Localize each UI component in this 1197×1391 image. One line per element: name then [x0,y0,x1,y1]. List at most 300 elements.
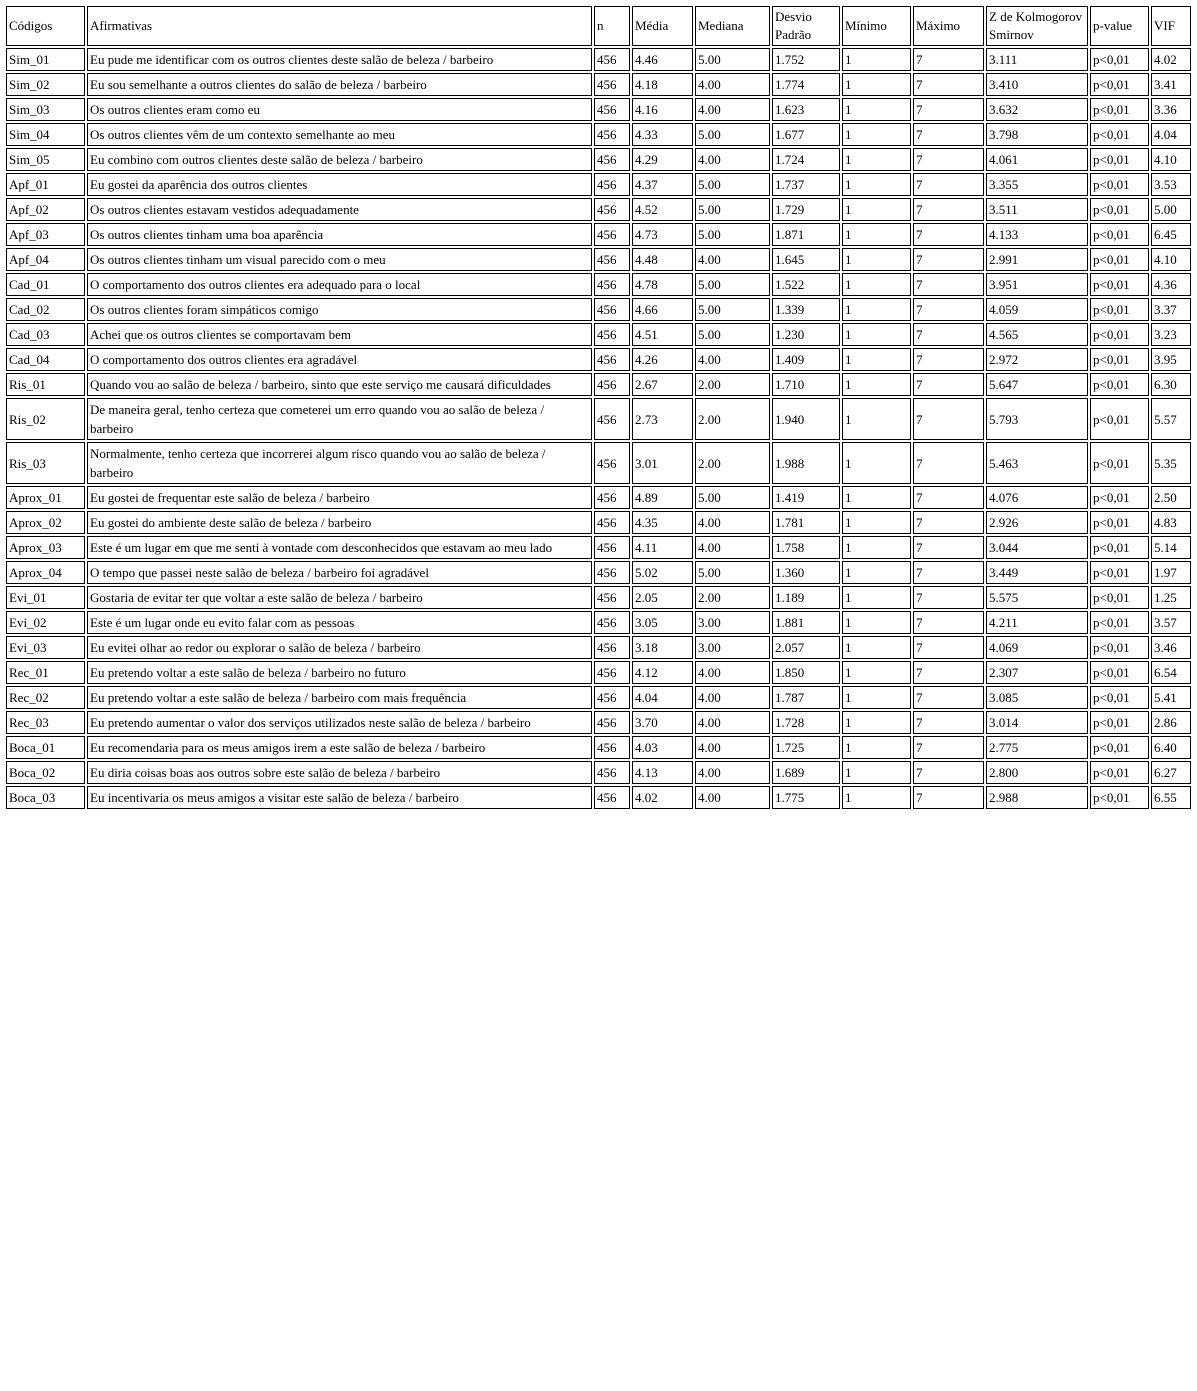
cell-media: 3.70 [632,711,693,734]
cell-p-value: p<0,01 [1090,561,1149,584]
cell-desvio-padrao: 1.728 [772,711,840,734]
cell-vif: 3.57 [1151,611,1191,634]
cell-minimo: 1 [842,198,911,221]
cell-z-ks: 4.133 [986,223,1088,246]
cell-p-value: p<0,01 [1090,398,1149,440]
cell-maximo: 7 [913,198,984,221]
cell-codigo: Evi_01 [6,586,85,609]
cell-p-value: p<0,01 [1090,123,1149,146]
cell-codigo: Ris_02 [6,398,85,440]
table-row [6,761,1191,784]
cell-vif: 6.30 [1151,373,1191,396]
cell-p-value: p<0,01 [1090,173,1149,196]
cell-vif: 4.04 [1151,123,1191,146]
cell-vif: 2.86 [1151,711,1191,734]
cell-codigo: Aprox_03 [6,536,85,559]
table-row [6,123,1191,146]
header-media: Média [632,6,693,46]
cell-maximo: 7 [913,636,984,659]
cell-p-value: p<0,01 [1090,686,1149,709]
table-row [6,736,1191,759]
cell-mediana: 4.00 [695,786,770,809]
cell-media: 4.35 [632,511,693,534]
table-row [6,586,1191,609]
cell-desvio-padrao: 1.189 [772,586,840,609]
table-body [6,48,1191,809]
cell-p-value: p<0,01 [1090,298,1149,321]
cell-n: 456 [594,398,630,440]
table-row [6,711,1191,734]
cell-mediana: 4.00 [695,511,770,534]
cell-vif: 3.46 [1151,636,1191,659]
cell-afirmativa: Os outros clientes foram simpáticos comigo [87,298,592,321]
header-desvio-padrao: Desvio Padrão [772,6,840,46]
cell-n: 456 [594,661,630,684]
cell-vif: 6.54 [1151,661,1191,684]
table-row [6,686,1191,709]
cell-desvio-padrao: 2.057 [772,636,840,659]
cell-minimo: 1 [842,736,911,759]
cell-minimo: 1 [842,273,911,296]
cell-z-ks: 4.211 [986,611,1088,634]
cell-z-ks: 5.647 [986,373,1088,396]
cell-afirmativa: Eu incentivaria os meus amigos a visitar este salão de beleza / barbeiro [87,786,592,809]
cell-afirmativa: Eu pude me identificar com os outros clientes deste salão de beleza / barbeiro [87,48,592,71]
cell-p-value: p<0,01 [1090,511,1149,534]
cell-afirmativa: Os outros clientes vêm de um contexto semelhante ao meu [87,123,592,146]
table-row [6,48,1191,71]
cell-media: 4.66 [632,298,693,321]
cell-desvio-padrao: 1.850 [772,661,840,684]
cell-n: 456 [594,123,630,146]
cell-afirmativa: Eu recomendaria para os meus amigos irem a este salão de beleza / barbeiro [87,736,592,759]
cell-z-ks: 4.059 [986,298,1088,321]
cell-vif: 5.14 [1151,536,1191,559]
cell-desvio-padrao: 1.737 [772,173,840,196]
header-mediana: Mediana [695,6,770,46]
cell-desvio-padrao: 1.940 [772,398,840,440]
cell-n: 456 [594,73,630,96]
cell-mediana: 4.00 [695,711,770,734]
cell-media: 4.78 [632,273,693,296]
cell-mediana: 4.00 [695,761,770,784]
cell-minimo: 1 [842,561,911,584]
cell-maximo: 7 [913,248,984,271]
cell-p-value: p<0,01 [1090,373,1149,396]
cell-maximo: 7 [913,48,984,71]
cell-desvio-padrao: 1.623 [772,98,840,121]
cell-minimo: 1 [842,223,911,246]
cell-desvio-padrao: 1.522 [772,273,840,296]
cell-desvio-padrao: 1.724 [772,148,840,171]
cell-n: 456 [594,173,630,196]
cell-minimo: 1 [842,323,911,346]
cell-codigo: Sim_01 [6,48,85,71]
cell-minimo: 1 [842,511,911,534]
cell-maximo: 7 [913,123,984,146]
table-row [6,248,1191,271]
cell-maximo: 7 [913,611,984,634]
cell-afirmativa: Eu pretendo aumentar o valor dos serviços utilizados neste salão de beleza / barbeiro [87,711,592,734]
cell-desvio-padrao: 1.787 [772,686,840,709]
cell-media: 2.67 [632,373,693,396]
cell-minimo: 1 [842,148,911,171]
cell-codigo: Aprox_01 [6,486,85,509]
table-row [6,561,1191,584]
cell-minimo: 1 [842,761,911,784]
cell-vif: 6.45 [1151,223,1191,246]
cell-p-value: p<0,01 [1090,611,1149,634]
cell-p-value: p<0,01 [1090,486,1149,509]
cell-p-value: p<0,01 [1090,348,1149,371]
cell-desvio-padrao: 1.689 [772,761,840,784]
table-row [6,636,1191,659]
cell-z-ks: 3.355 [986,173,1088,196]
cell-minimo: 1 [842,686,911,709]
cell-mediana: 4.00 [695,348,770,371]
cell-afirmativa: Gostaria de evitar ter que voltar a este salão de beleza / barbeiro [87,586,592,609]
cell-media: 3.18 [632,636,693,659]
cell-z-ks: 2.972 [986,348,1088,371]
cell-mediana: 5.00 [695,561,770,584]
cell-maximo: 7 [913,486,984,509]
cell-p-value: p<0,01 [1090,323,1149,346]
cell-afirmativa: O tempo que passei neste salão de beleza / barbeiro foi agradável [87,561,592,584]
cell-minimo: 1 [842,173,911,196]
cell-codigo: Rec_01 [6,661,85,684]
cell-media: 4.52 [632,198,693,221]
cell-maximo: 7 [913,561,984,584]
cell-n: 456 [594,636,630,659]
cell-maximo: 7 [913,173,984,196]
cell-codigo: Boca_02 [6,761,85,784]
cell-codigo: Apf_03 [6,223,85,246]
cell-media: 4.13 [632,761,693,784]
cell-desvio-padrao: 1.774 [772,73,840,96]
cell-p-value: p<0,01 [1090,736,1149,759]
cell-maximo: 7 [913,148,984,171]
cell-afirmativa: Eu gostei do ambiente deste salão de beleza / barbeiro [87,511,592,534]
cell-desvio-padrao: 1.677 [772,123,840,146]
cell-codigo: Rec_03 [6,711,85,734]
cell-z-ks: 2.775 [986,736,1088,759]
cell-afirmativa: Eu pretendo voltar a este salão de beleza / barbeiro no futuro [87,661,592,684]
cell-maximo: 7 [913,223,984,246]
table-row [6,536,1191,559]
cell-afirmativa: Os outros clientes eram como eu [87,98,592,121]
header-afirmativas: Afirmativas [87,6,592,46]
cell-vif: 1.25 [1151,586,1191,609]
cell-afirmativa: De maneira geral, tenho certeza que cometerei um erro quando vou ao salão de beleza / barbeiro [87,398,592,440]
cell-z-ks: 3.798 [986,123,1088,146]
cell-minimo: 1 [842,248,911,271]
cell-vif: 3.53 [1151,173,1191,196]
cell-afirmativa: Este é um lugar onde eu evito falar com as pessoas [87,611,592,634]
cell-n: 456 [594,561,630,584]
cell-vif: 4.10 [1151,248,1191,271]
table-row [6,98,1191,121]
cell-mediana: 5.00 [695,298,770,321]
cell-p-value: p<0,01 [1090,786,1149,809]
cell-minimo: 1 [842,73,911,96]
cell-afirmativa: Eu gostei da aparência dos outros clientes [87,173,592,196]
cell-p-value: p<0,01 [1090,586,1149,609]
cell-desvio-padrao: 1.988 [772,442,840,484]
cell-vif: 1.97 [1151,561,1191,584]
cell-n: 456 [594,711,630,734]
cell-minimo: 1 [842,398,911,440]
cell-media: 4.26 [632,348,693,371]
cell-z-ks: 2.800 [986,761,1088,784]
cell-p-value: p<0,01 [1090,48,1149,71]
cell-media: 2.05 [632,586,693,609]
cell-n: 456 [594,348,630,371]
table-row [6,611,1191,634]
cell-codigo: Cad_04 [6,348,85,371]
cell-minimo: 1 [842,636,911,659]
cell-afirmativa: Eu sou semelhante a outros clientes do salão de beleza / barbeiro [87,73,592,96]
cell-media: 3.01 [632,442,693,484]
cell-n: 456 [594,586,630,609]
cell-minimo: 1 [842,298,911,321]
header-vif: VIF [1151,6,1191,46]
cell-desvio-padrao: 1.339 [772,298,840,321]
cell-z-ks: 4.069 [986,636,1088,659]
cell-p-value: p<0,01 [1090,223,1149,246]
cell-codigo: Sim_02 [6,73,85,96]
cell-desvio-padrao: 1.645 [772,248,840,271]
table-row [6,298,1191,321]
cell-codigo: Cad_02 [6,298,85,321]
cell-mediana: 4.00 [695,661,770,684]
table-row [6,661,1191,684]
cell-z-ks: 3.410 [986,73,1088,96]
cell-mediana: 2.00 [695,373,770,396]
cell-afirmativa: O comportamento dos outros clientes era adequado para o local [87,273,592,296]
cell-vif: 3.23 [1151,323,1191,346]
cell-desvio-padrao: 1.230 [772,323,840,346]
cell-z-ks: 4.076 [986,486,1088,509]
cell-afirmativa: Este é um lugar em que me senti à vontade com desconhecidos que estavam ao meu lado [87,536,592,559]
cell-z-ks: 5.463 [986,442,1088,484]
table-row [6,348,1191,371]
cell-n: 456 [594,373,630,396]
cell-mediana: 2.00 [695,442,770,484]
cell-p-value: p<0,01 [1090,73,1149,96]
cell-maximo: 7 [913,323,984,346]
cell-mediana: 4.00 [695,73,770,96]
cell-vif: 4.10 [1151,148,1191,171]
table-row [6,198,1191,221]
table-row [6,223,1191,246]
cell-vif: 4.36 [1151,273,1191,296]
cell-codigo: Apf_04 [6,248,85,271]
cell-p-value: p<0,01 [1090,148,1149,171]
table-row [6,511,1191,534]
cell-mediana: 4.00 [695,736,770,759]
cell-media: 4.73 [632,223,693,246]
cell-p-value: p<0,01 [1090,442,1149,484]
cell-maximo: 7 [913,398,984,440]
cell-afirmativa: Os outros clientes tinham um visual parecido com o meu [87,248,592,271]
cell-media: 4.12 [632,661,693,684]
cell-vif: 5.35 [1151,442,1191,484]
cell-vif: 3.41 [1151,73,1191,96]
cell-mediana: 5.00 [695,123,770,146]
cell-desvio-padrao: 1.881 [772,611,840,634]
cell-maximo: 7 [913,711,984,734]
cell-desvio-padrao: 1.729 [772,198,840,221]
cell-vif: 5.41 [1151,686,1191,709]
cell-p-value: p<0,01 [1090,761,1149,784]
cell-minimo: 1 [842,373,911,396]
cell-maximo: 7 [913,348,984,371]
header-codigos: Códigos [6,6,85,46]
cell-mediana: 5.00 [695,273,770,296]
cell-maximo: 7 [913,511,984,534]
cell-mediana: 5.00 [695,486,770,509]
cell-afirmativa: O comportamento dos outros clientes era agradável [87,348,592,371]
cell-z-ks: 3.085 [986,686,1088,709]
cell-codigo: Evi_02 [6,611,85,634]
table-row [6,323,1191,346]
cell-codigo: Aprox_04 [6,561,85,584]
cell-desvio-padrao: 1.419 [772,486,840,509]
cell-desvio-padrao: 1.752 [772,48,840,71]
cell-z-ks: 2.307 [986,661,1088,684]
table-row [6,73,1191,96]
cell-vif: 3.95 [1151,348,1191,371]
cell-minimo: 1 [842,442,911,484]
cell-maximo: 7 [913,686,984,709]
cell-maximo: 7 [913,761,984,784]
cell-minimo: 1 [842,536,911,559]
cell-vif: 3.36 [1151,98,1191,121]
cell-media: 4.18 [632,73,693,96]
cell-n: 456 [594,148,630,171]
cell-vif: 6.55 [1151,786,1191,809]
cell-vif: 3.37 [1151,298,1191,321]
cell-z-ks: 3.511 [986,198,1088,221]
cell-media: 2.73 [632,398,693,440]
table-row [6,786,1191,809]
cell-minimo: 1 [842,48,911,71]
cell-minimo: 1 [842,123,911,146]
cell-maximo: 7 [913,786,984,809]
cell-media: 3.05 [632,611,693,634]
table-row [6,486,1191,509]
cell-codigo: Boca_01 [6,736,85,759]
cell-p-value: p<0,01 [1090,536,1149,559]
cell-mediana: 3.00 [695,611,770,634]
cell-media: 4.89 [632,486,693,509]
cell-z-ks: 3.014 [986,711,1088,734]
cell-p-value: p<0,01 [1090,273,1149,296]
cell-vif: 5.57 [1151,398,1191,440]
table-row [6,442,1191,484]
cell-mediana: 5.00 [695,198,770,221]
cell-vif: 6.27 [1151,761,1191,784]
cell-maximo: 7 [913,373,984,396]
cell-media: 4.04 [632,686,693,709]
cell-afirmativa: Normalmente, tenho certeza que incorrerei algum risco quando vou ao salão de beleza / barbeiro [87,442,592,484]
cell-n: 456 [594,198,630,221]
cell-media: 4.37 [632,173,693,196]
cell-desvio-padrao: 1.871 [772,223,840,246]
table-row [6,148,1191,171]
cell-codigo: Rec_02 [6,686,85,709]
cell-z-ks: 5.793 [986,398,1088,440]
cell-codigo: Cad_03 [6,323,85,346]
cell-codigo: Ris_03 [6,442,85,484]
cell-afirmativa: Eu pretendo voltar a este salão de beleza / barbeiro com mais frequência [87,686,592,709]
cell-mediana: 4.00 [695,148,770,171]
cell-p-value: p<0,01 [1090,711,1149,734]
cell-z-ks: 4.565 [986,323,1088,346]
cell-mediana: 4.00 [695,98,770,121]
header-z-kolmogorov-smirnov: Z de Kolmogorov Smirnov [986,6,1088,46]
cell-media: 4.51 [632,323,693,346]
cell-codigo: Ris_01 [6,373,85,396]
cell-codigo: Apf_01 [6,173,85,196]
cell-n: 456 [594,761,630,784]
cell-desvio-padrao: 1.710 [772,373,840,396]
cell-z-ks: 3.044 [986,536,1088,559]
cell-codigo: Sim_05 [6,148,85,171]
cell-p-value: p<0,01 [1090,661,1149,684]
cell-maximo: 7 [913,736,984,759]
cell-afirmativa: Eu gostei de frequentar este salão de beleza / barbeiro [87,486,592,509]
cell-media: 4.29 [632,148,693,171]
cell-afirmativa: Eu combino com outros clientes deste salão de beleza / barbeiro [87,148,592,171]
cell-afirmativa: Os outros clientes estavam vestidos adequadamente [87,198,592,221]
cell-n: 456 [594,323,630,346]
cell-minimo: 1 [842,661,911,684]
header-p-value: p-value [1090,6,1149,46]
cell-z-ks: 3.632 [986,98,1088,121]
cell-codigo: Evi_03 [6,636,85,659]
cell-mediana: 4.00 [695,248,770,271]
cell-codigo: Cad_01 [6,273,85,296]
cell-mediana: 5.00 [695,48,770,71]
cell-minimo: 1 [842,611,911,634]
cell-p-value: p<0,01 [1090,636,1149,659]
cell-n: 456 [594,248,630,271]
table-row [6,173,1191,196]
cell-minimo: 1 [842,348,911,371]
cell-mediana: 4.00 [695,686,770,709]
cell-z-ks: 4.061 [986,148,1088,171]
cell-desvio-padrao: 1.775 [772,786,840,809]
cell-n: 456 [594,511,630,534]
cell-mediana: 4.00 [695,536,770,559]
cell-maximo: 7 [913,73,984,96]
table-row [6,273,1191,296]
cell-media: 4.03 [632,736,693,759]
cell-desvio-padrao: 1.360 [772,561,840,584]
cell-media: 4.02 [632,786,693,809]
table-row [6,373,1191,396]
cell-minimo: 1 [842,586,911,609]
cell-codigo: Aprox_02 [6,511,85,534]
cell-mediana: 2.00 [695,586,770,609]
cell-z-ks: 2.991 [986,248,1088,271]
cell-media: 4.16 [632,98,693,121]
cell-n: 456 [594,48,630,71]
cell-p-value: p<0,01 [1090,98,1149,121]
header-n: n [594,6,630,46]
table-header-row [6,6,1191,46]
